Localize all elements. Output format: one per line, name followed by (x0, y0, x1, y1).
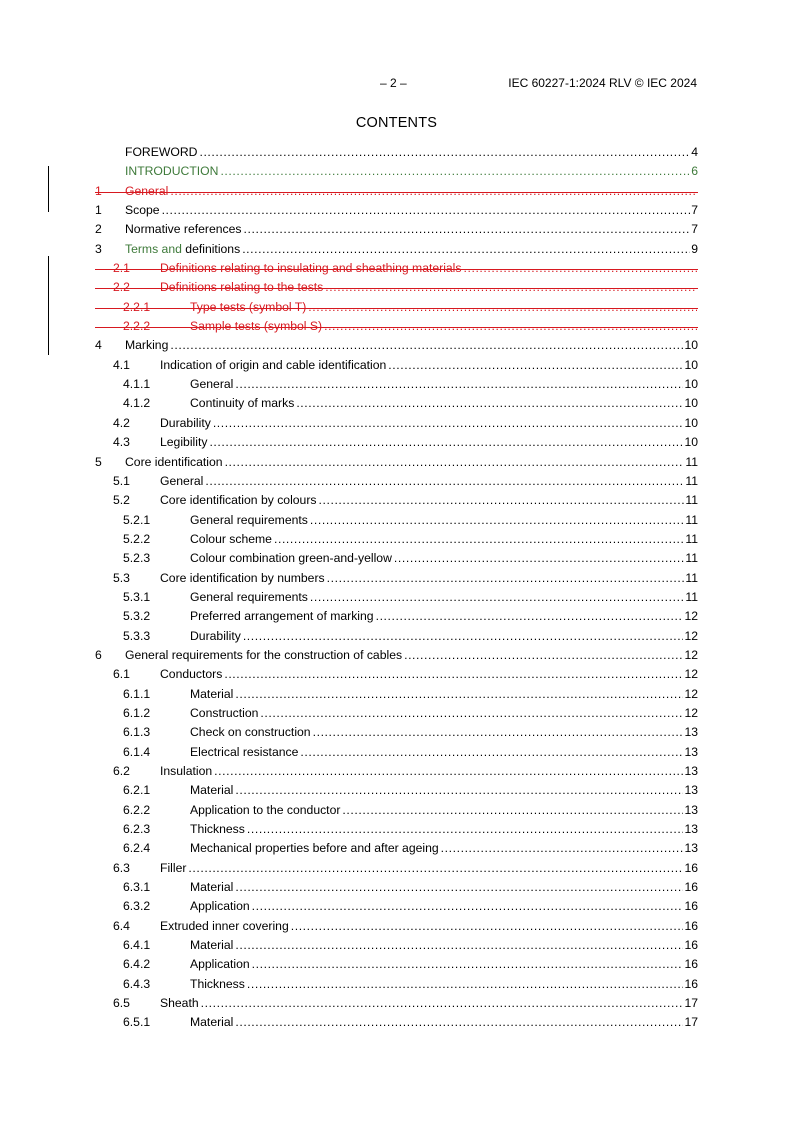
toc-entry[interactable] (95, 627, 698, 646)
toc-entry-page: 17 (684, 996, 698, 1011)
toc-entry-label: Material (190, 880, 234, 895)
toc-entry-number: 2 (95, 222, 102, 237)
toc-entry[interactable] (95, 665, 698, 684)
toc-entry-label: Mechanical properties before and after ageing (190, 841, 439, 856)
dot-leader (274, 530, 684, 549)
toc-entry-page: 10 (684, 435, 698, 450)
toc-entry-label: Indication of origin and cable identification (160, 357, 387, 372)
dot-leader (441, 839, 684, 858)
strikethrough-line (95, 288, 698, 289)
toc-entry-label: Normative references (125, 222, 242, 237)
toc-entry-number: 1 (95, 203, 102, 218)
toc-entry-number: 6.1.4 (123, 744, 151, 759)
toc-entry-label (125, 240, 241, 259)
toc-entry-number: 3 (95, 241, 102, 256)
toc-entry-number: 4.1.1 (123, 377, 151, 392)
dot-leader (235, 781, 683, 800)
toc-entry-label: Durability (160, 415, 211, 430)
toc-entry[interactable] (95, 298, 698, 317)
toc-entry-page: 13 (684, 725, 698, 740)
toc-entry-number: 2.2.2 (123, 319, 151, 334)
toc-entry[interactable] (95, 994, 698, 1013)
toc-entry[interactable] (95, 569, 698, 588)
dot-leader (296, 394, 683, 413)
toc-entry-number: 4.3 (113, 435, 130, 450)
toc-entry-label: Check on construction (190, 725, 311, 740)
dot-leader (225, 453, 685, 472)
toc-entry-label: Colour combination green-and-yellow (190, 551, 392, 566)
toc-entry-label: Material (190, 783, 234, 798)
toc-entry-page: 10 (684, 357, 698, 372)
toc-entry[interactable] (95, 317, 698, 336)
toc-entry-page: 16 (684, 957, 698, 972)
toc-entry-number: 5.3.2 (123, 609, 151, 624)
toc-entry[interactable] (95, 801, 698, 820)
page-number: – 2 – (380, 76, 407, 90)
toc-entry[interactable] (95, 859, 698, 878)
toc-entry-number: 4.1 (113, 357, 130, 372)
toc-entry-label: Application to the conductor (190, 802, 341, 817)
toc-entry[interactable] (95, 201, 698, 220)
toc-entry-label: Core identification by numbers (160, 570, 325, 585)
toc-entry-page: 10 (684, 377, 698, 392)
dot-leader (388, 356, 683, 375)
toc-entry[interactable] (95, 220, 698, 239)
toc-entry[interactable] (95, 259, 698, 278)
toc-entry-label: General requirements (190, 589, 308, 604)
toc-entry-number: 5.2 (113, 493, 130, 508)
toc-entry-number: 2.2.1 (123, 299, 151, 314)
toc-entry-number: 6.1.3 (123, 725, 151, 740)
contents-title: CONTENTS (355, 115, 438, 131)
toc-entry[interactable] (95, 414, 698, 433)
toc-entry-label: Sample tests (symbol S) (190, 319, 323, 334)
toc-entry-page: 16 (684, 880, 698, 895)
dot-leader (170, 336, 683, 355)
toc-entry-page: 10 (684, 415, 698, 430)
dot-leader (242, 240, 690, 259)
toc-entry-page: 13 (684, 783, 698, 798)
dot-leader (252, 955, 684, 974)
toc-entry-page: 16 (684, 899, 698, 914)
toc-entry-page: 11 (685, 531, 698, 546)
dot-leader (376, 607, 684, 626)
toc-entry-page: 7 (691, 203, 698, 218)
toc-entry-page: 11 (685, 551, 698, 566)
toc-entry-label: General requirements (190, 512, 308, 527)
dot-leader (244, 220, 691, 239)
toc-entry-number: 6 (95, 647, 102, 662)
toc-entry-page: 12 (684, 609, 698, 624)
toc-entry-page: 10 (684, 396, 698, 411)
toc-entry[interactable] (95, 336, 698, 355)
dot-leader (214, 762, 683, 781)
toc-entry[interactable] (95, 394, 698, 413)
toc-entry-number: 6.3.2 (123, 899, 151, 914)
toc-entry-page: 12 (684, 628, 698, 643)
toc-entry-label: General (160, 473, 204, 488)
toc-entry-number: 6.2 (113, 764, 130, 778)
toc-entry-label: Thickness (190, 822, 245, 837)
toc-entry[interactable] (95, 240, 698, 259)
dot-leader (247, 820, 684, 839)
dot-leader (220, 162, 690, 181)
change-bar (48, 166, 49, 212)
table-of-contents (95, 143, 698, 1033)
toc-entry-page: 11 (685, 570, 698, 585)
toc-entry-number: 6.5.1 (123, 1015, 151, 1030)
toc-entry[interactable] (95, 162, 698, 181)
toc-entry-number: 5.3.1 (123, 589, 151, 604)
toc-entry-label: Application (190, 957, 250, 972)
toc-entry-page: 4 (691, 145, 698, 159)
toc-entry-label: Definitions relating to insulating and sheathing materials (160, 261, 462, 276)
toc-entry-number: 4.1.2 (123, 396, 151, 411)
toc-entry-page: 12 (684, 705, 698, 720)
strikethrough-line (95, 327, 698, 328)
toc-entry[interactable] (95, 936, 698, 955)
toc-entry-number: 6.4.1 (123, 938, 151, 953)
dot-leader (213, 414, 684, 433)
strikethrough-line (95, 192, 698, 193)
toc-entry[interactable] (95, 278, 698, 297)
dot-leader (235, 685, 683, 704)
toc-entry[interactable] (95, 491, 698, 510)
toc-entry-number: 6.2.4 (123, 841, 151, 856)
dot-leader (224, 665, 683, 684)
toc-entry-number: 1 (95, 183, 102, 198)
toc-entry[interactable] (95, 975, 698, 994)
toc-entry-number: 5.2.3 (123, 551, 151, 566)
dot-leader (260, 704, 683, 723)
dot-leader (188, 859, 683, 878)
toc-entry-page: 9 (691, 241, 698, 256)
change-bar (48, 256, 49, 355)
dot-leader (247, 975, 684, 994)
toc-entry-page: 16 (684, 938, 698, 953)
toc-entry-number: 5.1 (113, 473, 130, 488)
dot-leader (319, 491, 685, 510)
toc-entry-page: 12 (684, 667, 698, 682)
toc-entry-label: Electrical resistance (190, 744, 299, 759)
toc-entry[interactable] (95, 723, 698, 742)
toc-entry-page: 11 (685, 512, 698, 527)
toc-entry-label: Insulation (160, 764, 213, 778)
toc-entry-page: 17 (684, 1015, 698, 1030)
toc-entry[interactable] (95, 762, 698, 781)
toc-entry-number: 6.5 (113, 996, 130, 1011)
toc-entry-label: Application (190, 899, 250, 914)
toc-entry[interactable] (95, 743, 698, 762)
toc-entry[interactable] (95, 917, 698, 936)
toc-entry-label: Continuity of marks (190, 396, 295, 411)
toc-entry-label: General (190, 377, 234, 392)
toc-entry[interactable] (95, 356, 698, 375)
toc-entry-label: FOREWORD (125, 145, 198, 159)
toc-entry[interactable] (95, 375, 698, 394)
toc-entry-label: Core identification (125, 454, 223, 469)
toc-entry-number: 5.3.3 (123, 628, 151, 643)
toc-entry[interactable] (95, 704, 698, 723)
toc-entry-label: Definitions relating to the tests (160, 280, 324, 295)
toc-entry-number: 4.2 (113, 415, 130, 430)
dot-leader (235, 1013, 683, 1032)
toc-entry-number: 6.2.1 (123, 783, 151, 798)
toc-entry-page: 10 (684, 338, 698, 353)
inserted-text: Terms and (125, 241, 182, 256)
toc-entry-label: Construction (190, 705, 259, 720)
toc-entry-page: 7 (691, 222, 698, 237)
toc-entry[interactable] (95, 839, 698, 858)
dot-leader (243, 627, 684, 646)
toc-entry[interactable] (95, 781, 698, 800)
toc-entry-page: 6 (691, 164, 698, 179)
dot-leader (404, 646, 683, 665)
toc-entry-page: 16 (684, 976, 698, 991)
toc-entry-number: 5.2.1 (123, 512, 151, 527)
toc-entry-label: INTRODUCTION (125, 164, 219, 179)
toc-entry-label: General requirements for the construction of cables (125, 647, 403, 662)
toc-entry-page: 13 (684, 802, 698, 817)
toc-entry-number: 6.4 (113, 918, 130, 933)
toc-entry[interactable] (95, 588, 698, 607)
toc-entry[interactable] (95, 143, 698, 162)
toc-entry[interactable] (95, 820, 698, 839)
toc-entry-page: 11 (685, 454, 698, 469)
dot-leader (235, 936, 683, 955)
toc-entry-label-text: definitions (185, 241, 241, 256)
toc-entry[interactable] (95, 897, 698, 916)
dot-leader (235, 375, 683, 394)
toc-entry-label: Extruded inner covering (160, 918, 289, 933)
dot-leader (310, 511, 684, 530)
toc-entry-number: 5 (95, 454, 102, 469)
toc-entry-number: 6.1 (113, 667, 130, 682)
dot-leader (201, 994, 684, 1013)
toc-entry-label: Thickness (190, 976, 245, 991)
toc-entry-label: Material (190, 686, 234, 701)
toc-entry-label: Type tests (symbol T) (190, 299, 307, 314)
standard-designation: IEC 60227-1:2024 RLV © IEC 2024 (508, 76, 697, 90)
toc-entry-number: 6.2.3 (123, 822, 151, 837)
dot-leader (327, 569, 685, 588)
toc-entry-number: 5.3 (113, 570, 130, 585)
toc-entry-number: 6.3 (113, 860, 130, 875)
toc-entry[interactable] (95, 685, 698, 704)
toc-entry-page: 13 (684, 744, 698, 759)
toc-entry-number: 6.4.2 (123, 957, 151, 972)
toc-entry-label: Marking (125, 338, 169, 353)
toc-entry-label: Material (190, 938, 234, 953)
toc-entry-number: 6.2.2 (123, 802, 151, 817)
toc-entry[interactable] (95, 646, 698, 665)
dot-leader (291, 917, 684, 936)
toc-entry-label: Durability (190, 628, 241, 643)
dot-leader (205, 472, 684, 491)
toc-entry-label: Sheath (160, 996, 199, 1011)
toc-entry-number: 6.1.1 (123, 686, 151, 701)
toc-entry-page: 11 (685, 473, 698, 488)
toc-entry[interactable] (95, 878, 698, 897)
toc-entry-number: 4 (95, 338, 102, 353)
dot-leader (162, 201, 691, 220)
toc-entry[interactable] (95, 955, 698, 974)
toc-entry-page: 13 (684, 822, 698, 837)
toc-entry-number: 5.2.2 (123, 531, 151, 546)
toc-entry-label: Legibility (160, 435, 208, 450)
toc-entry[interactable] (95, 607, 698, 626)
toc-entry[interactable] (95, 433, 698, 452)
toc-entry[interactable] (95, 530, 698, 549)
toc-entry-label: Scope (125, 203, 160, 218)
toc-entry[interactable] (95, 453, 698, 472)
toc-entry[interactable] (95, 1013, 698, 1032)
toc-entry-page: 13 (684, 764, 698, 778)
toc-entry-number: 6.1.2 (123, 705, 151, 720)
toc-entry-label: Material (190, 1015, 234, 1030)
toc-entry-number: 2.1 (113, 261, 130, 276)
strikethrough-line (95, 308, 698, 309)
toc-entry-label: Filler (160, 860, 187, 875)
toc-entry-label: Core identification by colours (160, 493, 317, 508)
dot-leader (252, 897, 684, 916)
toc-entry[interactable] (95, 472, 698, 491)
toc-entry[interactable] (95, 511, 698, 530)
toc-entry-number: 2.2 (113, 280, 130, 295)
toc-entry[interactable] (95, 182, 698, 201)
toc-entry-page: 16 (684, 860, 698, 875)
toc-entry-label: Colour scheme (190, 531, 272, 546)
strikethrough-line (95, 269, 698, 270)
dot-leader (199, 143, 690, 162)
toc-entry-label: Conductors (160, 667, 223, 682)
toc-entry-page: 13 (684, 841, 698, 856)
toc-entry-page: 12 (684, 686, 698, 701)
dot-leader (342, 801, 683, 820)
dot-leader (300, 743, 683, 762)
toc-entry-page: 12 (684, 647, 698, 662)
dot-leader (310, 588, 684, 607)
toc-entry-page: 16 (684, 918, 698, 933)
toc-entry-label: Preferred arrangement of marking (190, 609, 374, 624)
toc-entry-number: 6.4.3 (123, 976, 151, 991)
dot-leader (209, 433, 683, 452)
toc-entry-page: 11 (685, 493, 698, 508)
toc-entry-page: 11 (685, 589, 698, 604)
dot-leader (394, 549, 684, 568)
dot-leader (313, 723, 684, 742)
toc-entry[interactable] (95, 549, 698, 568)
toc-entry-label: General (125, 183, 169, 198)
page-header (0, 76, 793, 92)
dot-leader (235, 878, 683, 897)
toc-entry-number: 6.3.1 (123, 880, 151, 895)
